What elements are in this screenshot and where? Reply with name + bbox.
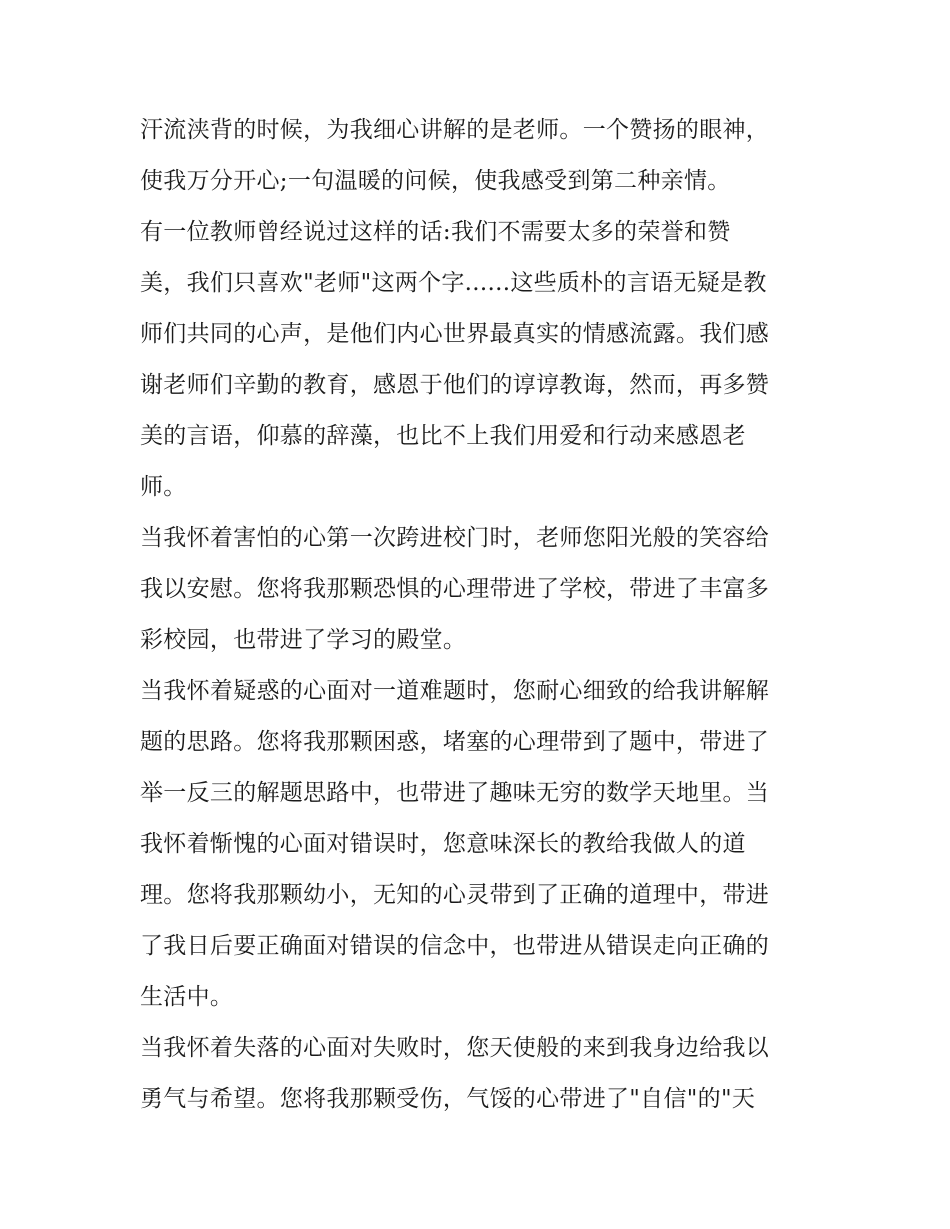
text-line: 彩校园，也带进了学习的殿堂。 [140, 627, 467, 653]
text-line: 美的言语，仰慕的辞藻，也比不上我们用爱和行动来感恩老 [140, 423, 746, 449]
text-line: 勇气与希望。您将我那颗受伤，气馁的心带进了"自信"的"天 [140, 1086, 756, 1112]
text-line: 当我怀着失落的心面对失败时，您天使般的来到我身边给我以 [140, 1035, 770, 1061]
text-line: 汗流浃背的时候，为我细心讲解的是老师。一个赞扬的眼神， [140, 117, 770, 143]
text-line: 理。您将我那颗幼小，无知的心灵带到了正确的道理中，带进 [140, 882, 770, 908]
text-line: 使我万分开心;一句温暖的问候，使我感受到第二种亲情。 [140, 168, 731, 194]
text-line: 师们共同的心声，是他们内心世界最真实的情感流露。我们感 [140, 321, 770, 347]
text-line: 生活中。 [140, 984, 234, 1010]
text-line: 美，我们只喜欢"老师"这两个字......这些质朴的言语无疑是教 [140, 270, 767, 296]
text-line: 师。 [140, 474, 187, 500]
text-line: 了我日后要正确面对错误的信念中，也带进从错误走向正确的 [140, 933, 770, 959]
text-line: 当我怀着疑惑的心面对一道难题时，您耐心细致的给我讲解解 [140, 678, 770, 704]
text-line: 当我怀着害怕的心第一次跨进校门时，老师您阳光般的笑容给 [140, 525, 770, 551]
text-line: 题的思路。您将我那颗困惑，堵塞的心理带到了题中，带进了 [140, 729, 770, 755]
text-line: 有一位教师曾经说过这样的话:我们不需要太多的荣誉和赞 [140, 219, 731, 245]
body-text [140, 105, 820, 1125]
text-line: 我怀着惭愧的心面对错误时，您意味深长的教给我做人的道 [140, 831, 746, 857]
text-line: 举一反三的解题思路中，也带进了趣味无穷的数学天地里。当 [140, 780, 770, 806]
text-line: 我以安慰。您将我那颗恐惧的心理带进了学校，带进了丰富多 [140, 576, 770, 602]
text-line: 谢老师们辛勤的教育，感恩于他们的谆谆教诲，然而，再多赞 [140, 372, 770, 398]
